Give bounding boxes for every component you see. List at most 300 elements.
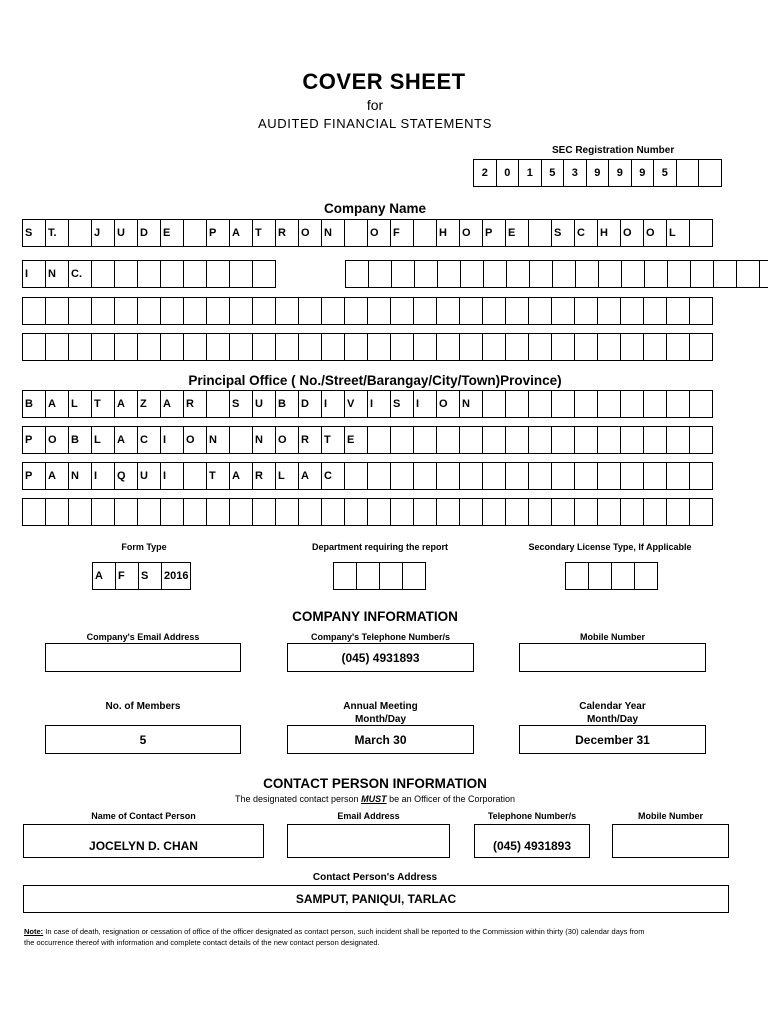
sec-digit-cell: 1 xyxy=(518,159,542,187)
principal-office-cell: Q xyxy=(114,462,138,490)
company-name-cell xyxy=(551,297,575,325)
contact-email-label: Email Address xyxy=(337,811,400,821)
principal-office-cell xyxy=(229,426,253,454)
principal-office-cell xyxy=(436,426,460,454)
principal-office-cell xyxy=(666,390,690,418)
company-name-cell xyxy=(160,297,184,325)
company-name-cell xyxy=(620,297,644,325)
company-name-cell xyxy=(367,333,391,361)
principal-office-cell xyxy=(597,426,621,454)
company-name-cell: L xyxy=(666,219,690,247)
annual-meeting-sublabel: Month/Day xyxy=(354,714,407,725)
company-name-cell xyxy=(206,260,230,288)
footer-note-prefix: Note: xyxy=(24,927,44,936)
company-name-cell: F xyxy=(390,219,414,247)
company-name-cell: N xyxy=(321,219,345,247)
company-name-cell: H xyxy=(597,219,621,247)
principal-office-cell xyxy=(436,462,460,490)
company-name-row[interactable] xyxy=(22,297,713,325)
form-type-cell: A xyxy=(92,562,116,590)
company-name-cell xyxy=(368,260,392,288)
company-name-label: Company Name xyxy=(323,201,427,216)
company-name-cell xyxy=(597,333,621,361)
sec-digit-cell: 2 xyxy=(473,159,497,187)
principal-office-cell xyxy=(574,390,598,418)
secondary-license-cell xyxy=(588,562,612,590)
principal-office-cell: O xyxy=(275,426,299,454)
principal-office-cell xyxy=(413,498,437,526)
contact-note-must: MUST xyxy=(361,794,387,804)
principal-office-cell: A xyxy=(298,462,322,490)
company-name-cell: P xyxy=(482,219,506,247)
company-name-cell xyxy=(736,260,760,288)
company-name-cell xyxy=(689,219,713,247)
department-cell xyxy=(402,562,426,590)
principal-office-cell xyxy=(505,390,529,418)
principal-office-cell: U xyxy=(137,462,161,490)
principal-office-cell xyxy=(551,426,575,454)
principal-office-cell xyxy=(68,498,92,526)
principal-office-label: Principal Office ( No./Street/Barangay/City/Town)Province) xyxy=(188,373,562,388)
principal-office-cell: A xyxy=(114,426,138,454)
company-name-cell xyxy=(390,297,414,325)
principal-office-cell xyxy=(367,462,391,490)
contact-mobile-label: Mobile Number xyxy=(637,811,703,821)
company-name-cell xyxy=(22,297,46,325)
company-name-cell xyxy=(114,260,138,288)
principal-office-cell xyxy=(390,426,414,454)
principal-office-cell xyxy=(183,462,207,490)
principal-office-cell xyxy=(620,498,644,526)
company-name-cell xyxy=(229,297,253,325)
principal-office-cell xyxy=(459,462,483,490)
footer-note xyxy=(24,926,724,948)
company-telephone-field[interactable]: (045) 4931893 xyxy=(287,643,474,672)
principal-office-cell: B xyxy=(275,390,299,418)
company-name-cell xyxy=(528,219,552,247)
company-name-cell xyxy=(506,260,530,288)
principal-office-cell xyxy=(367,426,391,454)
company-name-cell xyxy=(505,297,529,325)
company-name-cell xyxy=(552,260,576,288)
principal-office-cell: B xyxy=(22,390,46,418)
principal-office-row[interactable] xyxy=(22,498,713,526)
company-name-cell xyxy=(598,260,622,288)
principal-office-cell xyxy=(505,498,529,526)
company-name-cell xyxy=(229,333,253,361)
company-name-cell xyxy=(528,297,552,325)
principal-office-cell xyxy=(528,498,552,526)
company-name-row[interactable] xyxy=(22,219,713,247)
company-name-cell xyxy=(321,333,345,361)
principal-office-cell xyxy=(643,462,667,490)
sec-registration-label: SEC Registration Number xyxy=(552,145,675,156)
principal-office-cell xyxy=(344,498,368,526)
principal-office-cell: C xyxy=(321,462,345,490)
company-name-cell xyxy=(390,333,414,361)
company-name-cell xyxy=(690,260,714,288)
contact-person-heading: CONTACT PERSON INFORMATION xyxy=(263,776,487,791)
principal-office-cell xyxy=(666,498,690,526)
secondary-license-cell xyxy=(565,562,589,590)
company-name-cell: U xyxy=(114,219,138,247)
principal-office-cell xyxy=(252,498,276,526)
company-name-cell xyxy=(413,219,437,247)
department-cell xyxy=(356,562,380,590)
company-name-cell xyxy=(298,333,322,361)
department-cell xyxy=(333,562,357,590)
principal-office-cell xyxy=(666,426,690,454)
sec-digit-cell: 5 xyxy=(653,159,677,187)
department-label: Department requiring the report xyxy=(311,542,448,552)
company-name-cell xyxy=(68,333,92,361)
principal-office-cell: R xyxy=(252,462,276,490)
principal-office-cell xyxy=(344,462,368,490)
principal-office-cell xyxy=(206,498,230,526)
principal-office-cell xyxy=(689,390,713,418)
company-name-cell xyxy=(137,297,161,325)
principal-office-cell: C xyxy=(137,426,161,454)
company-name-cell: A xyxy=(229,219,253,247)
principal-office-cell xyxy=(482,390,506,418)
sec-digit-cell: 5 xyxy=(541,159,565,187)
company-name-cell: H xyxy=(436,219,460,247)
company-name-cell xyxy=(413,333,437,361)
contact-address-label: Contact Person's Address xyxy=(312,872,438,883)
principal-office-cell: I xyxy=(321,390,345,418)
company-name-cell xyxy=(414,260,438,288)
secondary-license-cell xyxy=(634,562,658,590)
company-name-cell: S xyxy=(551,219,575,247)
company-name-cell xyxy=(529,260,553,288)
principal-office-cell: O xyxy=(183,426,207,454)
company-mobile-field[interactable] xyxy=(519,643,706,672)
principal-office-cell xyxy=(597,462,621,490)
calendar-year-label: Calendar Year xyxy=(579,701,646,712)
form-type-label: Form Type xyxy=(121,542,167,552)
company-name-row[interactable] xyxy=(22,260,768,288)
members-field[interactable]: 5 xyxy=(45,725,241,754)
department-field[interactable] xyxy=(333,562,426,590)
principal-office-cell xyxy=(620,390,644,418)
contact-telephone-label: Telephone Number/s xyxy=(487,811,577,821)
annual-meeting-field[interactable]: March 30 xyxy=(287,725,474,754)
company-name-row[interactable] xyxy=(22,333,713,361)
principal-office-cell xyxy=(275,498,299,526)
company-name-cell xyxy=(413,297,437,325)
company-name-cell xyxy=(666,333,690,361)
principal-office-cell: L xyxy=(68,390,92,418)
title-for: for xyxy=(366,97,384,113)
principal-office-cell: T xyxy=(91,390,115,418)
company-name-cell xyxy=(22,333,46,361)
company-name-cell xyxy=(551,333,575,361)
principal-office-cell xyxy=(574,462,598,490)
company-name-cell xyxy=(183,219,207,247)
company-name-cell xyxy=(643,297,667,325)
principal-office-cell: A xyxy=(45,390,69,418)
principal-office-cell xyxy=(666,462,690,490)
company-email-field[interactable] xyxy=(45,643,241,672)
principal-office-cell xyxy=(689,426,713,454)
company-name-cell xyxy=(68,219,92,247)
company-name-cell xyxy=(252,333,276,361)
sec-digit-cell: 9 xyxy=(631,159,655,187)
sec-digit-cell: 9 xyxy=(608,159,632,187)
company-name-cell xyxy=(321,297,345,325)
company-name-cell xyxy=(575,260,599,288)
principal-office-cell xyxy=(528,426,552,454)
principal-office-cell: A xyxy=(160,390,184,418)
contact-email-field[interactable] xyxy=(287,824,450,858)
principal-office-cell xyxy=(22,498,46,526)
calendar-year-sublabel: Month/Day xyxy=(586,714,639,725)
company-name-row-right[interactable] xyxy=(345,260,768,288)
principal-office-cell xyxy=(298,498,322,526)
company-name-cell: E xyxy=(160,219,184,247)
principal-office-cell: I xyxy=(367,390,391,418)
principal-office-cell: I xyxy=(413,390,437,418)
sec-digit-cell: 9 xyxy=(586,159,610,187)
principal-office-cell: L xyxy=(91,426,115,454)
principal-office-cell xyxy=(482,498,506,526)
company-name-cell xyxy=(252,260,276,288)
form-type-cell: 2016 xyxy=(161,562,191,590)
company-name-cell: N xyxy=(45,260,69,288)
company-name-gap xyxy=(276,260,345,288)
principal-office-cell xyxy=(482,426,506,454)
footer-note-line1: In case of death, resignation or cessation of office of the officer designated as contact person, such incident shall be reported to the Commission within thirty (30) calendar days from xyxy=(43,927,645,936)
principal-office-cell xyxy=(643,390,667,418)
company-name-cell: J xyxy=(91,219,115,247)
form-type-cell: S xyxy=(138,562,162,590)
company-name-cell xyxy=(597,297,621,325)
contact-telephone-field[interactable]: (045) 4931893 xyxy=(474,824,590,858)
principal-office-cell: Z xyxy=(137,390,161,418)
principal-office-cell xyxy=(528,390,552,418)
company-name-cell: E xyxy=(505,219,529,247)
company-name-cell xyxy=(183,260,207,288)
principal-office-cell xyxy=(114,498,138,526)
company-name-cell: O xyxy=(298,219,322,247)
contact-address-field[interactable]: SAMPUT, PANIQUI, TARLAC xyxy=(23,885,729,913)
company-name-cell xyxy=(183,333,207,361)
company-name-cell xyxy=(574,297,598,325)
company-name-cell xyxy=(229,260,253,288)
department-cell xyxy=(379,562,403,590)
company-name-cell xyxy=(45,297,69,325)
principal-office-cell: N xyxy=(68,462,92,490)
page-title: COVER SHEET xyxy=(302,69,466,94)
company-name-cell xyxy=(45,333,69,361)
company-name-cell xyxy=(137,260,161,288)
principal-office-cell xyxy=(321,498,345,526)
secondary-license-cell xyxy=(611,562,635,590)
footer-note-line2: the occurrence thereof with information and complete contact details of the new contact person designated. xyxy=(24,938,380,947)
company-name-cell xyxy=(183,297,207,325)
principal-office-cell: N xyxy=(206,426,230,454)
principal-office-cell xyxy=(482,462,506,490)
company-name-cell: I xyxy=(22,260,46,288)
company-name-cell xyxy=(666,297,690,325)
company-name-cell xyxy=(68,297,92,325)
contact-note-post: be an Officer of the Corporation xyxy=(386,794,515,804)
principal-office-cell: I xyxy=(160,462,184,490)
company-name-cell: R xyxy=(275,219,299,247)
company-name-cell xyxy=(91,260,115,288)
principal-office-cell xyxy=(160,498,184,526)
company-name-cell xyxy=(689,297,713,325)
principal-office-cell: R xyxy=(298,426,322,454)
company-name-cell xyxy=(114,297,138,325)
principal-office-cell xyxy=(597,498,621,526)
principal-office-cell xyxy=(505,462,529,490)
principal-office-cell: A xyxy=(229,462,253,490)
principal-office-cell: S xyxy=(390,390,414,418)
company-name-cell: S xyxy=(22,219,46,247)
principal-office-cell xyxy=(689,462,713,490)
principal-office-cell: T xyxy=(206,462,230,490)
principal-office-row[interactable] xyxy=(22,390,713,418)
company-name-cell xyxy=(689,333,713,361)
principal-office-cell xyxy=(574,426,598,454)
company-name-cell xyxy=(114,333,138,361)
company-name-cell xyxy=(505,333,529,361)
principal-office-cell: T xyxy=(321,426,345,454)
company-name-cell xyxy=(344,297,368,325)
principal-office-cell xyxy=(390,498,414,526)
company-name-cell xyxy=(275,297,299,325)
sec-digit-cell xyxy=(676,159,700,187)
company-name-cell xyxy=(459,333,483,361)
principal-office-cell xyxy=(551,498,575,526)
company-name-cell xyxy=(667,260,691,288)
company-name-cell: C. xyxy=(68,260,92,288)
principal-office-cell xyxy=(91,498,115,526)
principal-office-cell: O xyxy=(436,390,460,418)
company-name-cell xyxy=(91,297,115,325)
principal-office-cell: R xyxy=(183,390,207,418)
company-name-cell: C xyxy=(574,219,598,247)
company-name-cell xyxy=(391,260,415,288)
company-name-cell: T. xyxy=(45,219,69,247)
principal-office-cell xyxy=(137,498,161,526)
principal-office-cell: A xyxy=(45,462,69,490)
principal-office-cell xyxy=(643,426,667,454)
principal-office-cell: P xyxy=(22,426,46,454)
principal-office-cell: E xyxy=(344,426,368,454)
company-name-cell xyxy=(482,333,506,361)
company-info-heading: COMPANY INFORMATION xyxy=(292,609,458,624)
annual-meeting-label: Annual Meeting xyxy=(343,701,418,712)
principal-office-cell xyxy=(367,498,391,526)
principal-office-cell xyxy=(620,426,644,454)
contact-person-note xyxy=(0,794,750,804)
company-name-cell xyxy=(643,333,667,361)
company-name-cell xyxy=(621,260,645,288)
company-name-cell: O xyxy=(459,219,483,247)
company-name-cell: P xyxy=(206,219,230,247)
company-name-cell xyxy=(644,260,668,288)
principal-office-cell xyxy=(597,390,621,418)
company-name-cell xyxy=(759,260,768,288)
members-label: No. of Members xyxy=(105,701,181,712)
principal-office-cell xyxy=(551,390,575,418)
principal-office-cell xyxy=(620,462,644,490)
form-type-field[interactable] xyxy=(92,562,191,590)
company-name-cell xyxy=(620,333,644,361)
contact-name-label: Name of Contact Person xyxy=(91,811,196,821)
company-name-cell xyxy=(345,260,369,288)
company-name-cell: O xyxy=(367,219,391,247)
principal-office-cell xyxy=(505,426,529,454)
principal-office-cell: L xyxy=(275,462,299,490)
principal-office-cell xyxy=(229,498,253,526)
company-name-cell xyxy=(436,333,460,361)
company-mobile-label: Mobile Number xyxy=(579,632,645,642)
sec-digit-cell: 3 xyxy=(563,159,587,187)
company-name-cell: T xyxy=(252,219,276,247)
principal-office-cell xyxy=(183,498,207,526)
principal-office-cell: O xyxy=(45,426,69,454)
principal-office-cell xyxy=(413,426,437,454)
company-name-cell xyxy=(252,297,276,325)
company-telephone-label: Company's Telephone Number/s xyxy=(311,632,450,642)
principal-office-cell xyxy=(689,498,713,526)
principal-office-cell xyxy=(528,462,552,490)
form-type-cell: F xyxy=(115,562,139,590)
company-name-cell: O xyxy=(620,219,644,247)
sec-registration-number[interactable] xyxy=(473,159,722,187)
principal-office-row[interactable] xyxy=(22,426,713,454)
calendar-year-field[interactable]: December 31 xyxy=(519,725,706,754)
contact-mobile-field[interactable] xyxy=(612,824,729,858)
company-name-cell xyxy=(437,260,461,288)
company-email-label: Company's Email Address xyxy=(86,632,200,642)
principal-office-cell: S xyxy=(229,390,253,418)
principal-office-cell: N xyxy=(252,426,276,454)
principal-office-cell xyxy=(551,462,575,490)
company-name-cell xyxy=(344,219,368,247)
company-name-cell xyxy=(436,297,460,325)
secondary-license-field[interactable] xyxy=(565,562,658,590)
principal-office-row[interactable] xyxy=(22,462,713,490)
principal-office-cell xyxy=(206,390,230,418)
principal-office-cell xyxy=(436,498,460,526)
company-name-cell xyxy=(713,260,737,288)
sec-digit-cell: 0 xyxy=(496,159,520,187)
company-name-cell xyxy=(91,333,115,361)
company-name-cell: O xyxy=(643,219,667,247)
principal-office-cell: P xyxy=(22,462,46,490)
company-name-cell xyxy=(298,297,322,325)
principal-office-cell: U xyxy=(252,390,276,418)
principal-office-cell xyxy=(459,426,483,454)
company-name-cell: D xyxy=(137,219,161,247)
company-name-cell xyxy=(482,297,506,325)
company-name-cell xyxy=(459,297,483,325)
principal-office-cell xyxy=(45,498,69,526)
contact-note-pre: The designated contact person xyxy=(234,794,362,804)
company-name-cell xyxy=(160,333,184,361)
contact-name-field[interactable]: JOCELYN D. CHAN xyxy=(23,824,264,858)
company-name-cell xyxy=(460,260,484,288)
company-name-cell xyxy=(574,333,598,361)
company-name-cell xyxy=(206,333,230,361)
principal-office-cell: A xyxy=(114,390,138,418)
company-name-cell xyxy=(160,260,184,288)
principal-office-cell: N xyxy=(459,390,483,418)
